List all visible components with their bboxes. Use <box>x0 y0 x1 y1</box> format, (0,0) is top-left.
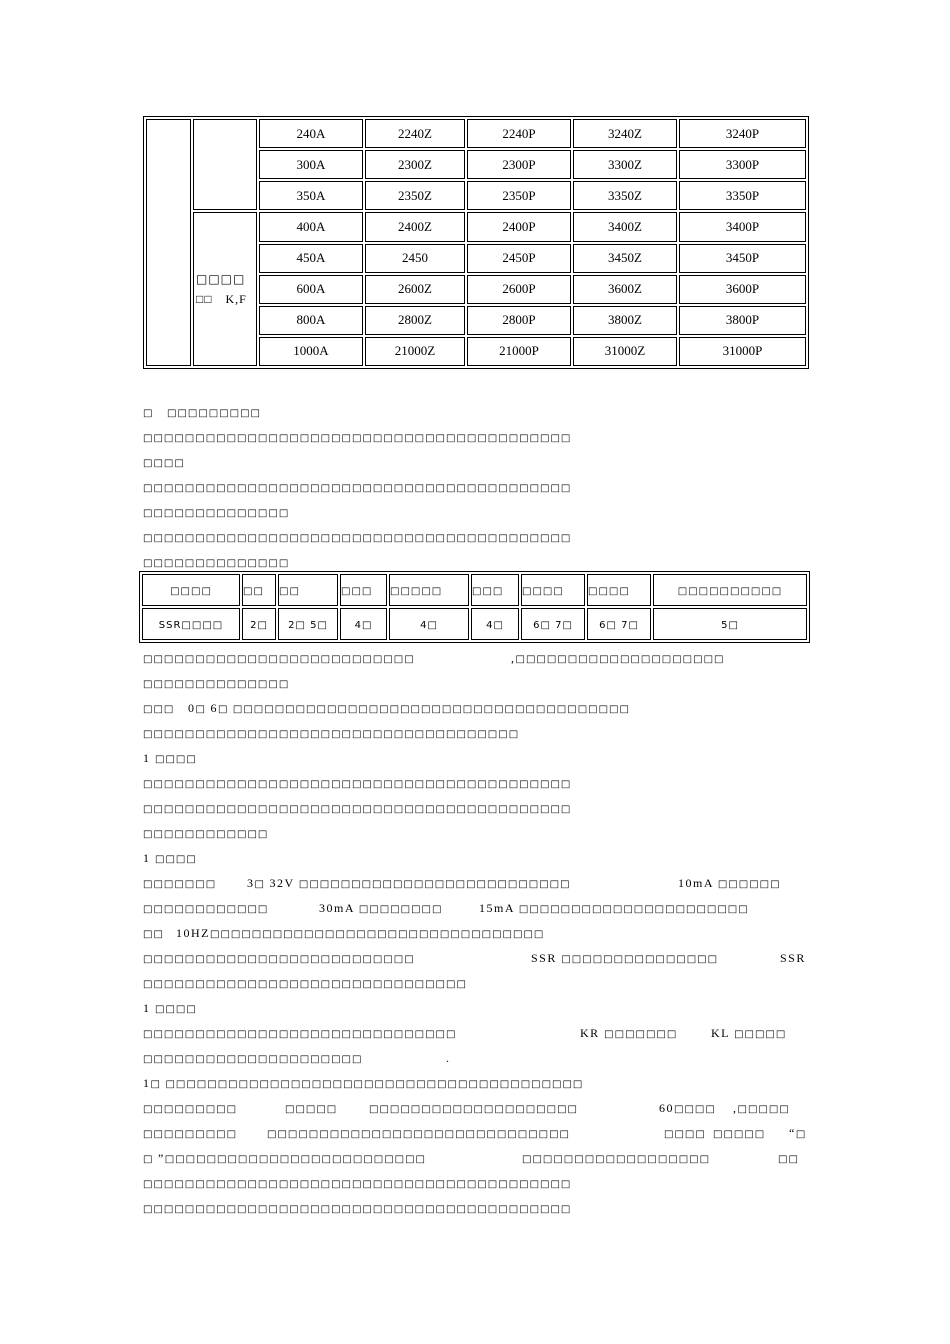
blank-cell <box>146 119 191 366</box>
text-line: 1 □□□□ <box>143 1001 197 1015</box>
table-cell: 400A <box>259 212 363 241</box>
table-cell: 3240Z <box>573 119 677 148</box>
group-label <box>193 212 257 366</box>
text-line: □□□□□□□□□□□□□□□□□□□□□□□□□□ <box>143 954 415 965</box>
text-line: □□□□□□□□□□□□□□□□□□□□□□□□□□ <box>143 654 415 665</box>
table-cell: 240A <box>259 119 363 148</box>
text-line: □□□□□□□□□□□□ <box>143 904 269 915</box>
table-header-cell: □□□□□ <box>389 574 469 606</box>
table-cell: 3240P <box>679 119 806 148</box>
text-line: KR □□□□□□□ <box>580 1026 678 1040</box>
table-cell: 2600Z <box>365 275 465 304</box>
table-cell: 4□ <box>340 608 387 640</box>
text-line: □□□□□ <box>713 1129 766 1140</box>
text-line: □□□□□□□□□□□□□□□□□□ <box>522 1154 711 1165</box>
table-row <box>142 574 807 606</box>
table-cell: 3300Z <box>573 150 677 179</box>
text-line: □□□□□□□□□□□□□□□□□□□□□□□□□□□□□□□□□□□□□□□□□ <box>143 779 572 790</box>
table-cell: 3350P <box>679 181 806 210</box>
table-header-cell: □□ <box>242 574 276 606</box>
table-cell: 3300P <box>679 150 806 179</box>
rating-table <box>143 116 809 369</box>
table-cell: 21000P <box>467 337 571 366</box>
table-cell: 5□ <box>653 608 807 640</box>
text-line: 0□ 6□ □□□□□□□□□□□□□□□□□□□□□□□□□□□□□□□□□□□□□□ <box>188 701 630 715</box>
group-label-line: □□□□ <box>196 272 246 287</box>
table-cell: 600A <box>259 275 363 304</box>
text-line: □□□□□□□□□□□□□□□□□□□□□□□□□□□□□□□□□□□□□□□□□ <box>143 433 572 444</box>
text-line: □□□□□□□□□□□□□□□□□□□□□□□□□□□□□□□□□□□□□□□□□ <box>143 533 572 544</box>
text-line: □□□□□□□□□□□□□□ <box>143 558 290 569</box>
table-cell: 2□ 5□ <box>278 608 338 640</box>
table-cell: 2240P <box>467 119 571 148</box>
text-line: 1 □□□□ <box>143 751 197 765</box>
table-cell: 2800P <box>467 306 571 335</box>
text-line: SSR □□□□□□□□□□□□□□□ <box>531 951 719 965</box>
text-line: 15mA □□□□□□□□□□□□□□□□□□□□□□ <box>479 901 749 915</box>
table-cell: 31000P <box>679 337 806 366</box>
table-row <box>146 212 806 241</box>
table-cell: 4□ <box>389 608 469 640</box>
text-line: □□□□ <box>143 458 185 469</box>
table-header-cell: □□□□ <box>142 574 240 606</box>
text-line: □ □□□□□□□□□ <box>143 408 262 419</box>
table-cell: 4□ <box>471 608 519 640</box>
text-line: 1□ □□□□□□□□□□□□□□□□□□□□□□□□□□□□□□□□□□□□□□□□ <box>143 1076 584 1090</box>
text-line: 30mA □□□□□□□□ <box>319 901 443 915</box>
text-line: 1 □□□□ <box>143 851 197 865</box>
table-cell: 2800Z <box>365 306 465 335</box>
table-cell: 450A <box>259 244 363 273</box>
table-header-cell: □□□□ <box>521 574 585 606</box>
text-line: □□□□□□□□□□□□□□□□□□□□□□□□□□□□□□□□□□□□□□□□□ <box>143 804 572 815</box>
text-line: ,□□□□□ <box>733 1101 790 1115</box>
table-header-cell: □□□ <box>340 574 387 606</box>
text-line: KL □□□□□ <box>711 1026 787 1040</box>
table-cell: 2300Z <box>365 150 465 179</box>
table-cell: 3450P <box>679 244 806 273</box>
table-cell: 6□ 7□ <box>521 608 585 640</box>
table-cell: 3450Z <box>573 244 677 273</box>
table-cell: 2450P <box>467 244 571 273</box>
table-cell: 2450 <box>365 244 465 273</box>
table-cell: 3400P <box>679 212 806 241</box>
table-cell: 2350P <box>467 181 571 210</box>
text-line: □□□□□□□□□□□□□□ <box>143 679 290 690</box>
life-table <box>139 571 810 643</box>
text-line: □□□□□□□□□ <box>143 1129 238 1140</box>
table-cell: 3800Z <box>573 306 677 335</box>
text-line: 60□□□□ <box>659 1101 716 1115</box>
text-line: □□□□□□□□□□□□□□□□□□□□□□□□□□□□□□□□□□□□□□□□□ <box>143 1204 572 1215</box>
table-cell: 21000Z <box>365 337 465 366</box>
text-line: □□□□□□□□□□□□ <box>143 829 269 840</box>
table-cell: 300A <box>259 150 363 179</box>
text-line: □□ <box>143 929 164 940</box>
text-line: □□□□□□□□□□□□□□□□□□□□ <box>369 1104 578 1115</box>
text-line: □□□ <box>143 704 175 715</box>
text-line: □□□□□□□□□□□□□□□□□□□□□□□□□□□□□□□□□□□□□□□□□ <box>143 1179 572 1190</box>
table-cell: 2240Z <box>365 119 465 148</box>
text-line: □□□□□□□□□□□□□□□□□□□□□□□□□□□□□□□ <box>143 979 467 990</box>
text-line: □□□□□ <box>285 1104 338 1115</box>
text-line: 10mA □□□□□□ <box>678 876 781 890</box>
table-cell: 2400Z <box>365 212 465 241</box>
table-cell: 800A <box>259 306 363 335</box>
text-line: □□□□□□□□□□□□□□ <box>143 508 290 519</box>
blank-cell <box>193 119 257 210</box>
text-line: □□□□□□□□□□□□□□□□□□□□□□□□□□□□□ <box>267 1129 570 1140</box>
table-cell: 2400P <box>467 212 571 241</box>
group-label-line: □□ K,F <box>196 292 247 307</box>
text-line: 3□ 32V □□□□□□□□□□□□□□□□□□□□□□□□□□ <box>247 876 571 890</box>
text-line: □□□□□□□□□ <box>143 1104 238 1115</box>
text-line: □□ <box>778 1154 799 1165</box>
table-header-cell: □□□□ <box>587 574 651 606</box>
table-cell: 2350Z <box>365 181 465 210</box>
table-cell: 2300P <box>467 150 571 179</box>
table-header-cell: □□□ <box>471 574 519 606</box>
table-cell: 2600P <box>467 275 571 304</box>
text-line: 10HZ□□□□□□□□□□□□□□□□□□□□□□□□□□□□□□□□ <box>176 926 545 940</box>
text-line: “□ <box>789 1126 807 1140</box>
text-line: □□□□□□□□□□□□□□□□□□□□□□□□□□□□□□□□□□□□□□□□□ <box>143 483 572 494</box>
table-cell: 31000Z <box>573 337 677 366</box>
text-line: □□□□ <box>664 1129 706 1140</box>
table-cell: 3600Z <box>573 275 677 304</box>
text-line: ,□□□□□□□□□□□□□□□□□□□□ <box>511 651 725 665</box>
table-row <box>142 608 807 640</box>
table-cell: 3800P <box>679 306 806 335</box>
table-cell: 6□ 7□ <box>587 608 651 640</box>
text-line: □ ”□□□□□□□□□□□□□□□□□□□□□□□□□ <box>143 1151 426 1165</box>
text-line: □□□□□□□□□□□□□□□□□□□□□ <box>143 1054 363 1065</box>
table-header-cell: □□ <box>278 574 338 606</box>
table-header-cell: □□□□□□□□□□ <box>653 574 807 606</box>
table-cell: 3350Z <box>573 181 677 210</box>
table-cell: SSR□□□□ <box>142 608 240 640</box>
table-cell: 350A <box>259 181 363 210</box>
table-cell: 2□ <box>242 608 276 640</box>
text-line: □□□□□□□□□□□□□□□□□□□□□□□□□□□□□□ <box>143 1029 457 1040</box>
table-cell: 3400Z <box>573 212 677 241</box>
text-line: SSR <box>780 951 806 965</box>
table-row <box>146 119 806 148</box>
table-cell: 3600P <box>679 275 806 304</box>
table-cell: 1000A <box>259 337 363 366</box>
text-line: □□□□□□□□□□□□□□□□□□□□□□□□□□□□□□□□□□□□ <box>143 729 520 740</box>
text-line: . <box>446 1051 451 1065</box>
text-line: □□□□□□□ <box>143 879 217 890</box>
